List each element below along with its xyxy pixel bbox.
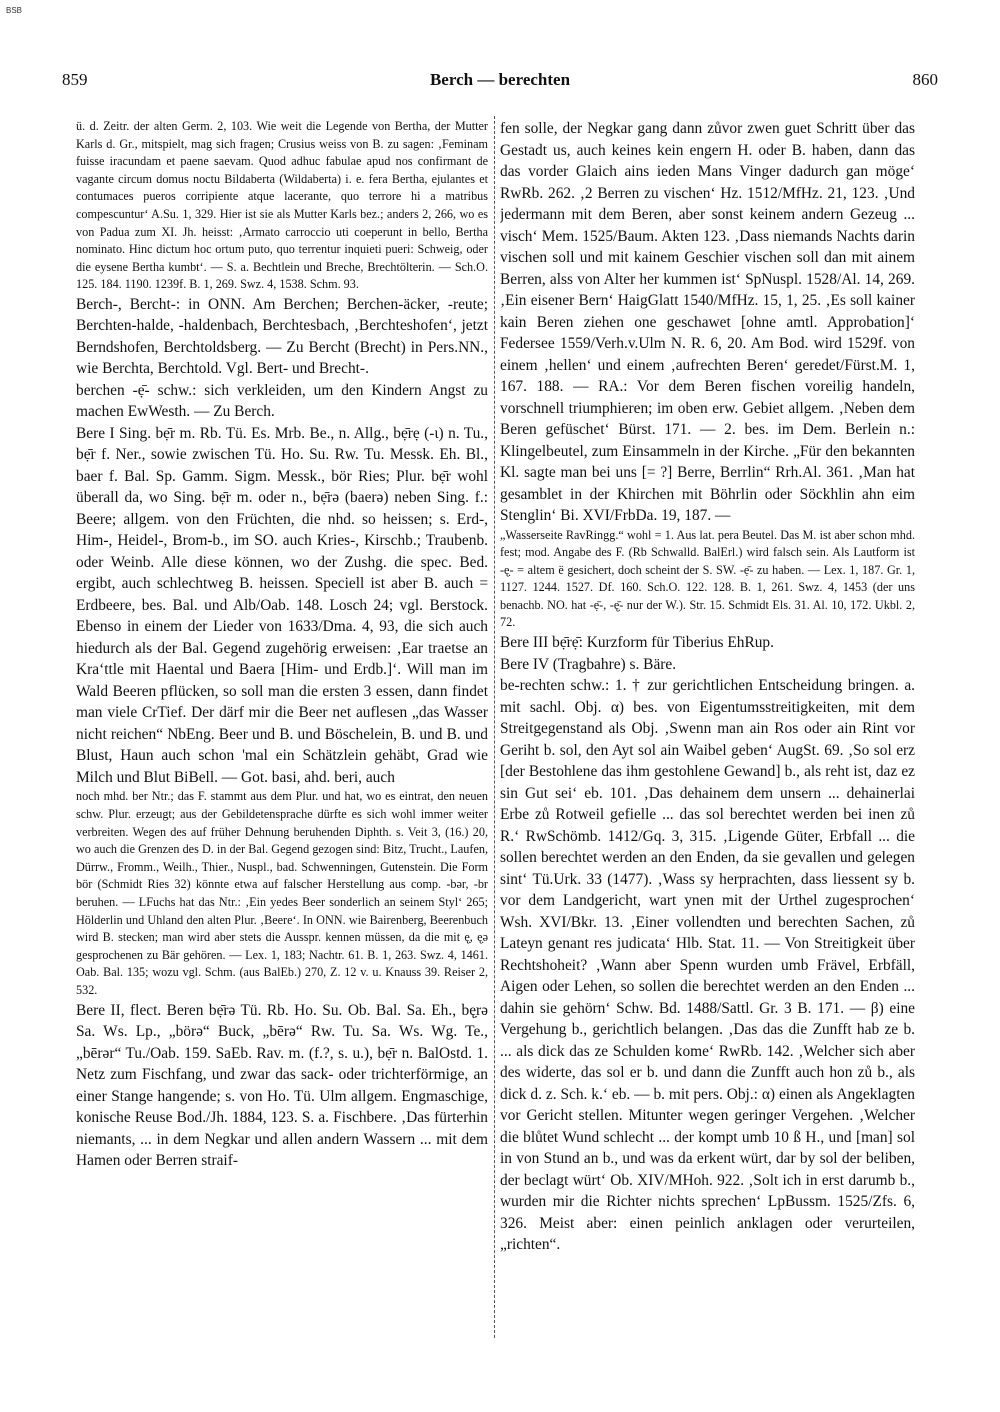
entry-paragraph: Bere I Sing. bẹ̄r m. Rb. Tü. Es. Mrb. Be., n. Allg., bẹ̄rẹ (-ɩ) n. Tu., bẹ̄r f. Ner., sowie zwischen Tü. Ho. Su. Rw. Tu. Messk. Eh. Bl., baer f. Bal. Sp. Gamm. Sigm. Messk., bör Ries; Plur. bẹ̄r wohl überall da, wo Sing. bẹ̄r m. oder n., bẹ̄rə (baerə) neben Sing. f.: Beere; allgem. von den Früchten, die nhd. so heissen; s. Erd-, Him-, Heidel-, Brom-b., im SO. auch Kries-, Kirschb.; Traubenb. oder Weinb. Alle diese können, wo der Zushg. die spec. Bed. ergibt, auch schlechtweg B. heissen. Speciell ist aber B. auch = Erdbeere, bes. Bal. und Alb/Oab. 148. Losch 24; vgl. Berstock. Ebenso in einem der Lieder von 1633/Dma. 4, 93, die sich auch hiedurch als der Bal. Gegend zugehörig erweisen: ‚Ear traetse an Kra‘ttle mit Haental und Baera [Him- und Erdb.]‘. Will man im Wald Beeren pflücken, so soll man die ersten 3 essen, dann findet man viele CrTief. Der därf mir die Beer net auflesen „das Wasser nicht reichen“ NbEng. Beer und B. und Böschelein, B. und B. und Blust, Haun auch schon 'mal ein Schätzlein gehäbt, Grad wie Milch und Blut BiBell. — Got. basi, ahd. beri, auch (76, 424, 488, 786)
entry-paragraph: Berch-, Bercht-: in ONN. Am Berchen; Berchen-äcker, -reute; Berchten-halde, -haldenbach, Berchtesbach, ‚Berchteshofen‘, jetzt Berndshofen, Berchtoldsberg. — Zu Bercht (Brecht) in Pers.NN., wie Berchta, Berchtold. Vgl. Bert- und Brecht-. (76, 295, 488, 378)
entry-paragraph: be-rechten schw.: 1. † zur gerichtlichen Entscheidung bringen. a. mit sachl. Obj. α) bes. von Eigentumsstreitigkeiten, mit dem Streitgegenstand als Obj. ‚Swenn man ain Ros oder ain Rint vor Geriht b. sol, den Ayt sol ain Waibel geben‘ AugSt. 69. ‚So sol erz [der Bestohlene das ihm gestohlene Gewand] b., als reht ist, daz ez sin Gut sei‘ eb. 101. ‚Das dehainem dem unsern ... dehainerlai Erbe zů Rotweil gefielle ... das sol berechtet werden bei inen zů R.‘ RwSchömb. 1412/Gq. 3, 315. ‚Ligende Güter, Erbfall ... die sollen berechtet werden an den Enden, da sie gevallen und gelegen sint‘ Tü.Urk. 33 (1477). ‚Wass sy herprachten, dass liessent sy b. vor dem Landgericht, wart ynen mit der Urthel zugesprochen‘ Wsh. XVI/Bkr. 13. ‚Einer vollendten und berechten Sachen, zů Lateyn genant res judicata‘ Hlb. Stat. 11. — Von Streitigkeit über Rechtshoheit? ‚Wann aber Spenn wurden umb Frävel, Erbfäll, Aigen oder Lehen, so sollen die berechtet werden an den Enden ... dahin sie gehörn‘ Schw. Bd. 1488/Sattl. Gr. 3 B. 171. — β) eine Vergehung b., gerichtlich belangen. ‚Das das die Zunfft hab ze b. ... als dick das ze Schulden kome‘ RwRb. 142. ‚Welcher sich aber des widerte, das sol er b. und dann die Zunfft auch hon zů b., als dick d. z. Sch. k.‘ eb. — b. mit pers. Obj.: α) einen als Angeklagten vor Gericht stellen. Mitunter wegen geringer Vergehen. ‚Welcher die blůtet Wund schlecht ... der kompt umb 10 ß H., und [man] sol in von Stund an b., und was da erkent würt, dar by sol der beliben, der beclagt würt‘ Ob. XIV/MHoh. 922. ‚Solt ich in erst darumb b., wurden mir die Richter nichts sprechen‘ LpBussm. 1525/Zfs. 6, 326. Meist aber: einen peinlich anklagen oder verurteilen, „richten“. (500, 677, 915, 1254)
entry-paragraph: ü. d. Zeitr. der alten Germ. 2, 103. Wie weit die Legende von Bertha, der Mutter Karls d. Gr., mitspielt, mag sich fragen; Crusius weiss von B. zu sagen: ‚Feminam fuisse iracundam et paene saevam. Quod adhuc fabulae apud nos confirmant de vagante circum domus noctu Bildaberta (Wildaberta) i. e. fera Bertha, ejulantes et contumaces pueros corripiente atque lacerante, quo terrore hi a matribus compescuntur‘ A.Su. 1, 329. Hier ist sie als Mutter Karls bez.; anders 2, 266, wo es von Padua zum XI. Jh. heisst: ‚Armato carroccio uti coeperunt in bello, Bertha nominato. Hinc dictum hoc ortum puto, quo terrentur inquieti pueri: Schweig, oder die eysene Bertha kumbt‘. — S. a. Bechtlein und Breche, Brechtölterin. — Sch.O. 125. 184. 1190. 1239f. B. 1, 269. Swz. 4, 1538. Schm. 93. (76, 119, 488, 292)
entry-paragraph: fen solle, der Negkar gang dann zůvor zwen guet Schritt über das Gestadt us, auch keines kein engern H. oder B. haben, dann das das vorder Glaich ains ieden Mans Vinger dadurch gan möge‘ RwRb. 262. ‚2 Berren zu vischen‘ Hz. 1512/MfHz. 21, 123. ‚Und jedermann mit dem Beren, aber sonst keinem andern Gezeug ... visch‘ Mem. 1525/Baum. Akten 123. ‚Dass niemands Nachts darin vischen soll und mit kainem Geschier vischen soll dan mit ainem Berren, alss von Alter her kummen ist‘ SpNuspl. 1528/Al. 14, 269. ‚Ein eisener Bern‘ HaigGlatt 1540/MfHz. 15, 1, 25. ‚Es soll kainer kain Beren ziehen one geschawet [ohne amtl. Approbation]‘ Federsee 1559/Verh.v.Ulm N. R. 6, 20. Am Bod. wird 1529f. von einem ‚hellen‘ und einem ‚aufrechten Beren‘ geredet/Fürst.M. 1, 167. 188. — RA.: Vor dem Beren fischen voreilig handeln, vorschnell triumphieren; im oben erw. Gebiet allgem. ‚Neben dem Beren gefüschet‘ Bürst. 171. — 2. bes. im Dem. Berlein n.: Klingelbeutel, zum Einsammeln in der Kirche. „Für den bekannten Kl. sagte man bei uns [= ?] Berre, Berrlin“ Rrh.Al. 361. ‚Man hat gesamblet in der Khirchen mit Böhrlin oder Söckhlin ahn eim Stenglin‘ Bi. XVI/FrbDa. 19, 187. — (500, 120, 915, 524)
left-column (76, 118, 488, 1340)
entry-paragraph: berchen -ẹ̄- schw.: sich verkleiden, um den Kindern Angst zu machen EwWesth. — Zu Berch. (76, 381, 488, 421)
entry-paragraph: „Wasserseite RavRingg.“ wohl = 1. Aus lat. pera Beutel. Das M. ist aber schon mhd. fest; mod. Angabe des F. (Rb Schwalld. BalErl.) wird falsch sein. Als Lautform ist -ę̣- = altem ë gesichert, doch scheint der S. SW. -ẹ̄- zu haben. — Lex. 1, 187. Gr. 1, 1127. 1244. 1527. Df. 160. Sch.O. 122. 128. B. 1, 261. Swz. 4, 1453 (der uns benachb. NO. hat -ẹ̄-, -ę̣̄- nur der W.). Str. 15. Schmidt Els. 31. Al. 10, 172. Ukbl. 2, 72. (500, 527, 915, 630)
entry-paragraph: Bere II, flect. Beren bẹ̄rə Tü. Rb. Ho. Su. Ob. Bal. Sa. Eh., bę̣rə Sa. Ws. Lp., „börə“ Buck, „bērə“ Rw. Tu. Sa. Ws. Wg. Te., „bērər“ Tu./Oab. 159. SaEb. Rav. m. (f.?, s. u.), bẹ̄r n. BalOstd. 1. Netz zum Fischfang, und zwar das sack- oder trichterförmige, an einer Stange hangende; s. von Ho. Tü. Ulm allgem. Engmaschige, konische Reuse Bod./Jh. 1884, 123. S. a. Fischbere. ‚Das fürterhin niemants, ... in dem Negkar und allen andern Wassern ... mit dem Hamen oder Berren straif- (76, 1001, 488, 1170)
running-title: Berch — berechten (429, 70, 571, 89)
page-header (62, 70, 938, 94)
right-column (500, 118, 915, 1340)
entry-paragraph: noch mhd. ber Ntr.; das F. stammt aus dem Plur. und hat, wo es eintrat, den neuen schw. Plur. erzeugt; aus der Gebildetensprache dürfte es sich wohl immer weiter verbreiten. Wegen des auf früher Dehnung beruhenden Diphth. s. Veit 3, (16.) 20, wo auch die Grenzen des D. in der Bal. Gegend gezogen sind: Bitz, Trucht., Laufen, Dürrw., Fromm., Weilh., Thier., Nuspl., bad. Schwenningen, Gutenstein. Die Form bör (Schmidt Ries 32) könnte etwa auf falscher Herstellung aus comp. -bər, -br beruhen. — LFuchs hat das Ntr.: ‚Ein yedes Beer sonderlich an seinem Styl‘ 265; Hölderlin und Uhland den alten Plur. ‚Beere‘. In ONN. wie Bairenberg, Beerenbuch wird B. stecken; man wird aber stets die Ausspr. kennen müssen, da die mit ę̣, ę̣ə gesprochenen zu Bär gehören. — Lex. 1, 183; Nachtr. 61. B. 1, 263. Swz. 4, 1461. Oab. Bal. 135; wozu vgl. Schm. (aus BalEb.) 270, Z. 12 v. u. Knauss 39. Reiser 2, 532. (76, 789, 488, 997)
entry-paragraph: Bere IV (Tragbahre) s. Bäre. (500, 655, 677, 673)
column-divider (494, 116, 495, 1338)
page-number-right: 860 (912, 70, 938, 89)
page-number-left: 859 (62, 70, 88, 89)
entry-paragraph: Bere III bẹ̄rẹ̄: Kurzform für Tiberius EhRup. (500, 634, 774, 652)
library-stamp: BSB (6, 6, 23, 15)
